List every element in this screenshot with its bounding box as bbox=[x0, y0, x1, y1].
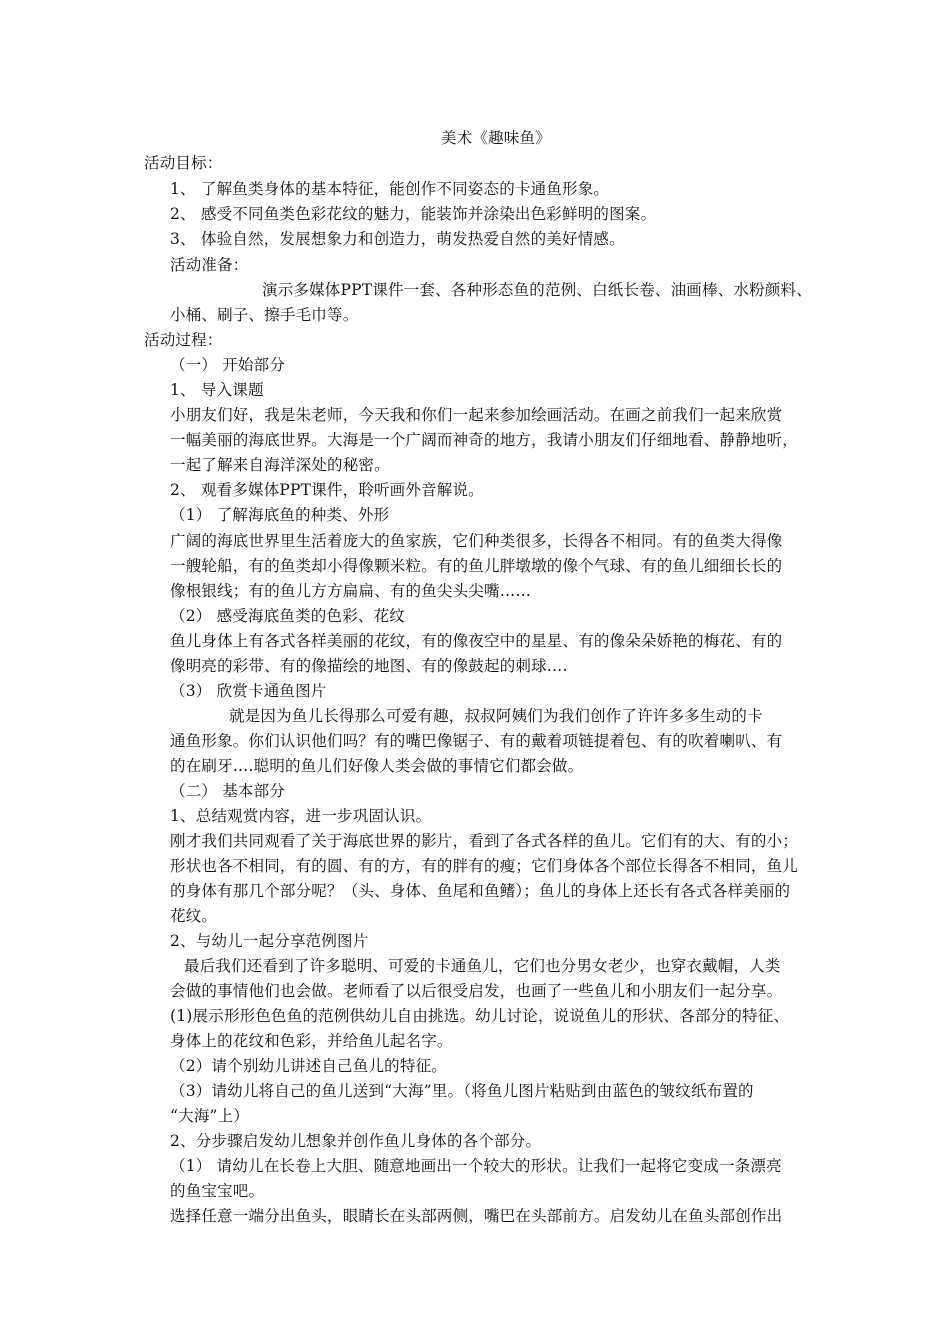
text-line: 1、总结观赏内容，进一步巩固认识。 bbox=[170, 807, 432, 825]
text-line: 一艘轮船，有的鱼类却小得像颗米粒。有的鱼儿胖墩墩的像个气球、有的鱼儿细细长长的 bbox=[170, 557, 783, 575]
text-line: （二） 基本部分 bbox=[170, 782, 286, 800]
text-line: 小朋友们好，我是朱老师，今天我和你们一起来参加绘画活动。在画之前我们一起来欣赏 bbox=[170, 406, 783, 424]
text-line: （2）请个别幼儿讲述自己鱼儿的特征。 bbox=[170, 1057, 447, 1075]
text-line: （3） 欣赏卡通鱼图片 bbox=[170, 682, 327, 700]
text-line: 2、与幼儿一起分享范例图片 bbox=[170, 932, 369, 950]
section-heading: 活动过程： bbox=[144, 331, 223, 349]
text-line: （2） 感受海底鱼类的色彩、花纹 bbox=[170, 607, 405, 625]
text-line: （一） 开始部分 bbox=[170, 356, 286, 374]
section-heading: 活动目标： bbox=[144, 154, 223, 172]
text-line: 2、 感受不同鱼类色彩花纹的魅力，能装饰并涂染出色彩鲜明的图案。 bbox=[170, 205, 657, 223]
text-line: （3）请幼儿将自己的鱼儿送到“大海”里。（将鱼儿图片粘贴到由蓝色的皱纹纸布置的 bbox=[170, 1082, 754, 1100]
text-line: （1） 了解海底鱼的种类、外形 bbox=[170, 506, 390, 524]
text-line: 的鱼宝宝吧。 bbox=[170, 1182, 265, 1200]
text-line: 花纹。 bbox=[170, 907, 218, 925]
text-line: 鱼儿身体上有各式各样美丽的花纹，有的像夜空中的星星、有的像朵朵娇艳的梅花、有的 bbox=[170, 632, 783, 650]
text-line: 一起了解来自海洋深处的秘密。 bbox=[170, 456, 390, 474]
text-line: 一幅美丽的海底世界。大海是一个广阔而神奇的地方，我请小朋友们仔细地看、静静地听， bbox=[170, 431, 799, 449]
text-line: 的在刷牙….聪明的鱼儿们好像人类会做的事情它们都会做。 bbox=[170, 757, 584, 775]
text-line: 像根银线；有的鱼儿方方扁扁、有的鱼尖头尖嘴…… bbox=[170, 582, 532, 600]
text-line: (1)展示形形色色鱼的范例供幼儿自由挑选。幼儿讨论，说说鱼儿的形状、各部分的特征、 bbox=[170, 1007, 790, 1025]
text-line: 3、 体验自然，发展想象力和创造力，萌发热爱自然的美好情感。 bbox=[170, 230, 625, 248]
text-line: 2、分步骤启发幼儿想象并创作鱼儿身体的各个部分。 bbox=[170, 1132, 542, 1150]
text-line: 最后我们还看到了许多聪明、可爱的卡通鱼儿，它们也分男女老少，也穿衣戴帽，人类 bbox=[184, 957, 781, 975]
text-line: 演示多媒体PPT课件一套、各种形态鱼的范例、白纸长卷、油画棒、水粉颜料、 bbox=[262, 281, 812, 299]
text-line: 像明亮的彩带、有的像描绘的地图、有的像鼓起的刺球…. bbox=[170, 657, 568, 675]
text-line: 刚才我们共同观看了关于海底世界的影片，看到了各式各样的鱼儿。它们有的大、有的小； bbox=[170, 832, 799, 850]
text-line: “大海”上） bbox=[170, 1107, 250, 1125]
section-heading: 活动准备： bbox=[170, 256, 249, 274]
text-line: 1、 了解鱼类身体的基本特征，能创作不同姿态的卡通鱼形象。 bbox=[170, 180, 610, 198]
text-line: 1、 导入课题 bbox=[170, 381, 264, 399]
text-line: 选择任意一端分出鱼头，眼睛长在头部两侧，嘴巴在头部前方。启发幼儿在鱼头部创作出 bbox=[170, 1207, 783, 1225]
text-line: 会做的事情他们也会做。老师看了以后很受启发，也画了一些鱼儿和小朋友们一起分享。 bbox=[170, 982, 783, 1000]
text-line: （1） 请幼儿在长卷上大胆、随意地画出一个较大的形状。让我们一起将它变成一条漂亮 bbox=[170, 1157, 782, 1175]
text-line: 身体上的花纹和色彩，并给鱼儿起名字。 bbox=[170, 1032, 453, 1050]
text-line: 的身体有那几个部分呢？（头、身体、鱼尾和鱼鳍）；鱼儿的身体上还长有各式各样美丽的 bbox=[170, 882, 791, 900]
document-title: 美术《趣味鱼》 bbox=[441, 129, 551, 147]
text-line: 广阔的海底世界里生活着庞大的鱼家族，它们种类很多，长得各不相同。有的鱼类大得像 bbox=[170, 532, 783, 550]
text-line: 2、 观看多媒体PPT课件，聆听画外音解说。 bbox=[170, 481, 484, 499]
text-line: 通鱼形象。你们认识他们吗？有的嘴巴像锯子、有的戴着项链提着包、有的吹着喇叭、有 bbox=[170, 732, 783, 750]
text-line: 形状也各不相同，有的圆、有的方，有的胖有的瘦；它们身体各个部位长得各不相同，鱼儿 bbox=[170, 857, 799, 875]
text-line: 就是因为鱼儿长得那么可爱有趣，叔叔阿姨们为我们创作了许许多多生动的卡 bbox=[229, 707, 763, 725]
text-line: 小桶、刷子、擦手毛巾等。 bbox=[170, 306, 359, 324]
